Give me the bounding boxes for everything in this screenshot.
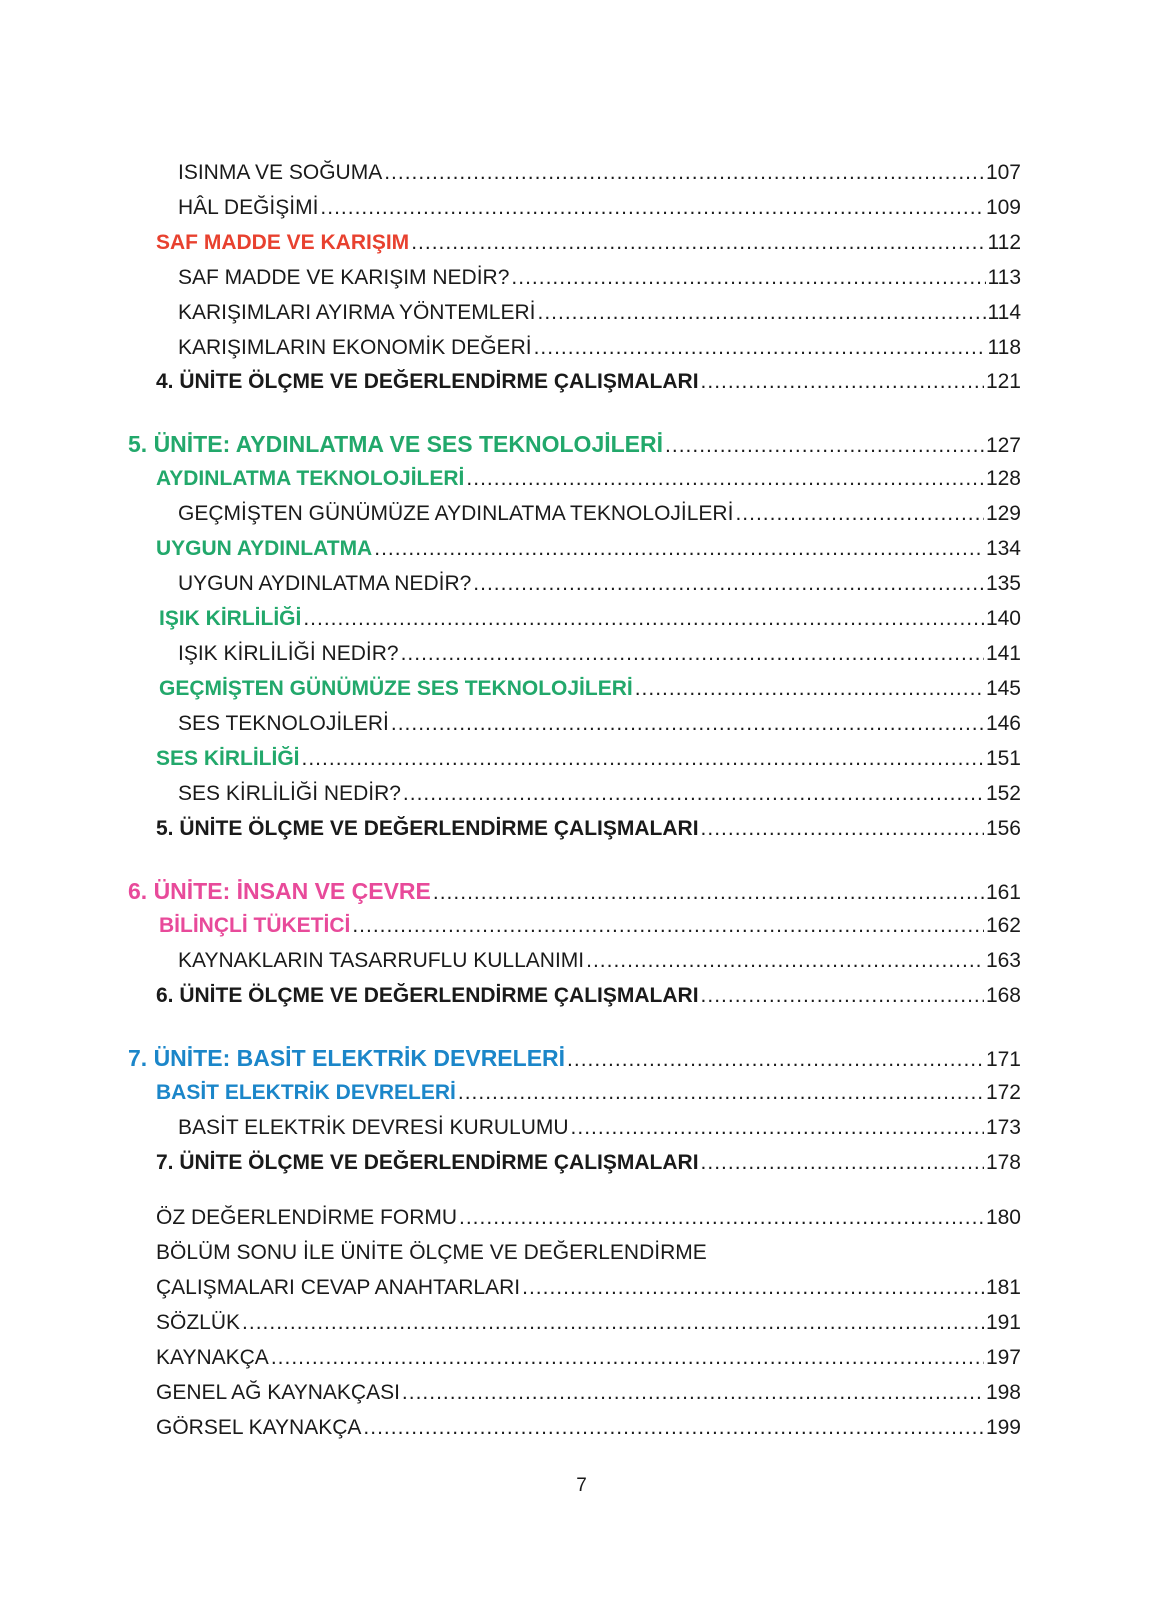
toc-leader-dots [522, 1273, 984, 1303]
toc-entry-page: 162 [985, 914, 1021, 937]
toc-entry-page: 197 [985, 1346, 1021, 1369]
toc-entry-page: 199 [985, 1416, 1021, 1439]
toc-leader-dots [567, 1045, 984, 1075]
toc-entry-title: ISINMA VE SOĞUMA [178, 161, 383, 184]
toc-entry-title: HÂL DEĞİŞİMİ [178, 196, 319, 219]
toc-entry-title: GÖRSEL KAYNAKÇA [156, 1416, 362, 1439]
toc-entry-page: 135 [985, 572, 1021, 595]
toc-unit-title: 6. ÜNİTE: İNSAN VE ÇEVRE [128, 878, 431, 904]
toc-entry-title: SAF MADDE VE KARIŞIM NEDİR? [178, 266, 510, 289]
toc-entry-page: 112 [987, 231, 1021, 254]
toc-entry[interactable] [178, 779, 1021, 809]
toc-entry[interactable] [178, 946, 1021, 976]
toc-leader-dots [458, 1078, 984, 1108]
toc-entry-page: 151 [985, 747, 1021, 770]
toc-entry[interactable] [178, 1113, 1021, 1143]
toc-entry-title: SES KİRLİLİĞİ NEDİR? [178, 782, 401, 805]
toc-entry-title: KAYNAKÇA [156, 1346, 269, 1369]
toc-leader-dots [391, 709, 984, 739]
toc-leader-dots [433, 878, 984, 908]
toc-entry-page: 172 [985, 1081, 1021, 1104]
toc-unit-entry[interactable] [128, 1043, 1021, 1073]
toc-leader-dots [635, 674, 984, 704]
toc-entry-page: 181 [985, 1276, 1021, 1299]
toc-entry-page: 171 [985, 1048, 1021, 1071]
toc-section-entry[interactable] [159, 674, 1021, 704]
toc-entry[interactable] [156, 1203, 1021, 1233]
toc-unit-title: 7. ÜNİTE: BASİT ELEKTRİK DEVRELERİ [128, 1045, 566, 1071]
toc-entry[interactable] [156, 1308, 1021, 1338]
toc-leader-dots [571, 1113, 984, 1143]
toc-entry[interactable] [178, 333, 1021, 363]
toc-entry-page: 128 [985, 467, 1021, 490]
toc-entry[interactable] [178, 709, 1021, 739]
toc-entry[interactable] [178, 639, 1021, 669]
toc-leader-dots [701, 1148, 984, 1178]
toc-entry[interactable] [156, 1378, 1021, 1408]
toc-entry-title: ÇALIŞMALARI CEVAP ANAHTARLARI [156, 1276, 521, 1299]
toc-leader-dots [701, 367, 984, 397]
toc-entry-page: 145 [985, 677, 1021, 700]
toc-entry-page: 173 [985, 1116, 1021, 1139]
toc-leader-dots [352, 911, 984, 941]
toc-section-title: BASİT ELEKTRİK DEVRELERİ [156, 1081, 456, 1104]
toc-leader-dots [459, 1203, 984, 1233]
toc-entry[interactable] [178, 569, 1021, 599]
toc-entry[interactable] [178, 263, 1021, 293]
toc-entry-title: KAYNAKLARIN TASARRUFLU KULLANIMI [178, 949, 585, 972]
toc-entry[interactable] [156, 1273, 1021, 1303]
toc-entry-title: GEÇMİŞTEN GÜNÜMÜZE AYDINLATMA TEKNOLOJİLERİ [178, 502, 734, 525]
toc-entry[interactable] [156, 1413, 1021, 1443]
toc-entry-page: 141 [985, 642, 1021, 665]
toc-section-title: SES KİRLİLİĞİ [156, 747, 300, 770]
toc-section-title: SAF MADDE VE KARIŞIM [156, 231, 410, 254]
toc-entry-title: GENEL AĞ KAYNAKÇASI [156, 1381, 400, 1404]
toc-leader-dots [302, 744, 984, 774]
toc-section-entry[interactable] [156, 228, 1021, 258]
toc-section-entry[interactable] [159, 911, 1021, 941]
page-number: 7 [576, 1475, 587, 1496]
toc-leader-dots [511, 263, 985, 293]
toc-entry-page: 168 [985, 984, 1021, 1007]
toc-entry-page: 113 [987, 266, 1021, 289]
toc-entry-title: KARIŞIMLARIN EKONOMİK DEĞERİ [178, 336, 532, 359]
toc-entry-page: 127 [985, 434, 1021, 457]
toc-leader-dots [363, 1413, 984, 1443]
toc-leader-dots [701, 814, 984, 844]
toc-section-entry[interactable] [156, 534, 1021, 564]
toc-section-entry[interactable] [156, 1078, 1021, 1108]
toc-entry-page: 140 [985, 607, 1021, 630]
toc-entry-title: IŞIK KİRLİLİĞİ NEDİR? [178, 642, 399, 665]
toc-entry[interactable] [178, 298, 1021, 328]
toc-entry-title: SES TEKNOLOJİLERİ [178, 712, 389, 735]
toc-entry[interactable] [178, 499, 1021, 529]
toc-entry-page: 114 [987, 301, 1021, 324]
toc-leader-dots [271, 1343, 984, 1373]
toc-leader-dots [665, 431, 984, 461]
toc-leader-dots [320, 193, 984, 223]
toc-entry-title: BASİT ELEKTRİK DEVRESİ KURULUMU [178, 1116, 569, 1139]
toc-entry-page: 178 [985, 1151, 1021, 1174]
toc-leader-dots [401, 639, 984, 669]
toc-entry-title: 7. ÜNİTE ÖLÇME VE DEĞERLENDİRME ÇALIŞMALARI [156, 1151, 699, 1174]
toc-section-entry[interactable] [156, 744, 1021, 774]
toc-leader-dots [466, 464, 984, 494]
toc-entry-title: 5. ÜNİTE ÖLÇME VE DEĞERLENDİRME ÇALIŞMALARI [156, 817, 699, 840]
toc-entry-page: 191 [985, 1311, 1021, 1334]
toc-assessment-entry[interactable] [156, 1148, 1021, 1178]
toc-entry-page: 129 [985, 502, 1021, 525]
toc-entry-page: 134 [985, 537, 1021, 560]
toc-section-title: AYDINLATMA TEKNOLOJİLERİ [156, 467, 465, 490]
toc-entry-title: ÖZ DEĞERLENDİRME FORMU [156, 1206, 458, 1229]
toc-assessment-entry[interactable] [156, 814, 1021, 844]
toc-assessment-entry[interactable] [156, 367, 1021, 397]
toc-entry-page: 107 [985, 161, 1021, 184]
toc-unit-title: 5. ÜNİTE: AYDINLATMA VE SES TEKNOLOJİLERİ [128, 431, 664, 457]
toc-entry-title: UYGUN AYDINLATMA NEDİR? [178, 572, 472, 595]
toc-assessment-entry[interactable] [156, 981, 1021, 1011]
toc-entry[interactable] [156, 1343, 1021, 1373]
toc-leader-dots [403, 779, 984, 809]
toc-leader-dots [534, 333, 986, 363]
toc-entry[interactable] [178, 158, 1021, 188]
toc-leader-dots [586, 946, 984, 976]
toc-entry-page: 109 [985, 196, 1021, 219]
toc-section-title: BİLİNÇLİ TÜKETİCİ [159, 914, 351, 937]
toc-entry-page: 163 [985, 949, 1021, 972]
toc-section-title: UYGUN AYDINLATMA [156, 537, 373, 560]
toc-entry-title: 6. ÜNİTE ÖLÇME VE DEĞERLENDİRME ÇALIŞMALARI [156, 984, 699, 1007]
toc-section-entry[interactable] [156, 464, 1021, 494]
toc-entry-page: 152 [985, 782, 1021, 805]
toc-entry-page: 198 [985, 1381, 1021, 1404]
toc-entry-title: KARIŞIMLARI AYIRMA YÖNTEMLERİ [178, 301, 536, 324]
toc-leader-dots [411, 228, 985, 258]
toc-leader-dots [701, 981, 984, 1011]
toc-leader-dots [303, 604, 984, 634]
toc-unit-entry[interactable] [128, 876, 1021, 906]
toc-section-entry[interactable] [159, 604, 1021, 634]
toc-entry-page: 156 [985, 817, 1021, 840]
toc-unit-entry[interactable] [128, 429, 1021, 459]
toc-entry-page: 118 [987, 336, 1021, 359]
toc-leader-dots [402, 1378, 984, 1408]
toc-entry-title: SÖZLÜK [156, 1311, 241, 1334]
toc-leader-dots [384, 158, 984, 188]
toc-section-title: IŞIK KİRLİLİĞİ [159, 607, 302, 630]
toc-leader-dots [537, 298, 985, 328]
toc-entry-title: 4. ÜNİTE ÖLÇME VE DEĞERLENDİRME ÇALIŞMALARI [156, 370, 699, 393]
toc-entry-title-line1[interactable]: BÖLÜM SONU İLE ÜNİTE ÖLÇME VE DEĞERLENDİRME [156, 1241, 707, 1264]
toc-entry-page: 161 [985, 881, 1021, 904]
toc-leader-dots [242, 1308, 984, 1338]
toc-entry-page: 180 [985, 1206, 1021, 1229]
toc-section-title: GEÇMİŞTEN GÜNÜMÜZE SES TEKNOLOJİLERİ [159, 677, 633, 700]
toc-entry-page: 121 [985, 370, 1021, 393]
toc-leader-dots [735, 499, 984, 529]
toc-entry-page: 146 [985, 712, 1021, 735]
toc-entry[interactable] [178, 193, 1021, 223]
toc-leader-dots [374, 534, 984, 564]
toc-leader-dots [473, 569, 984, 599]
